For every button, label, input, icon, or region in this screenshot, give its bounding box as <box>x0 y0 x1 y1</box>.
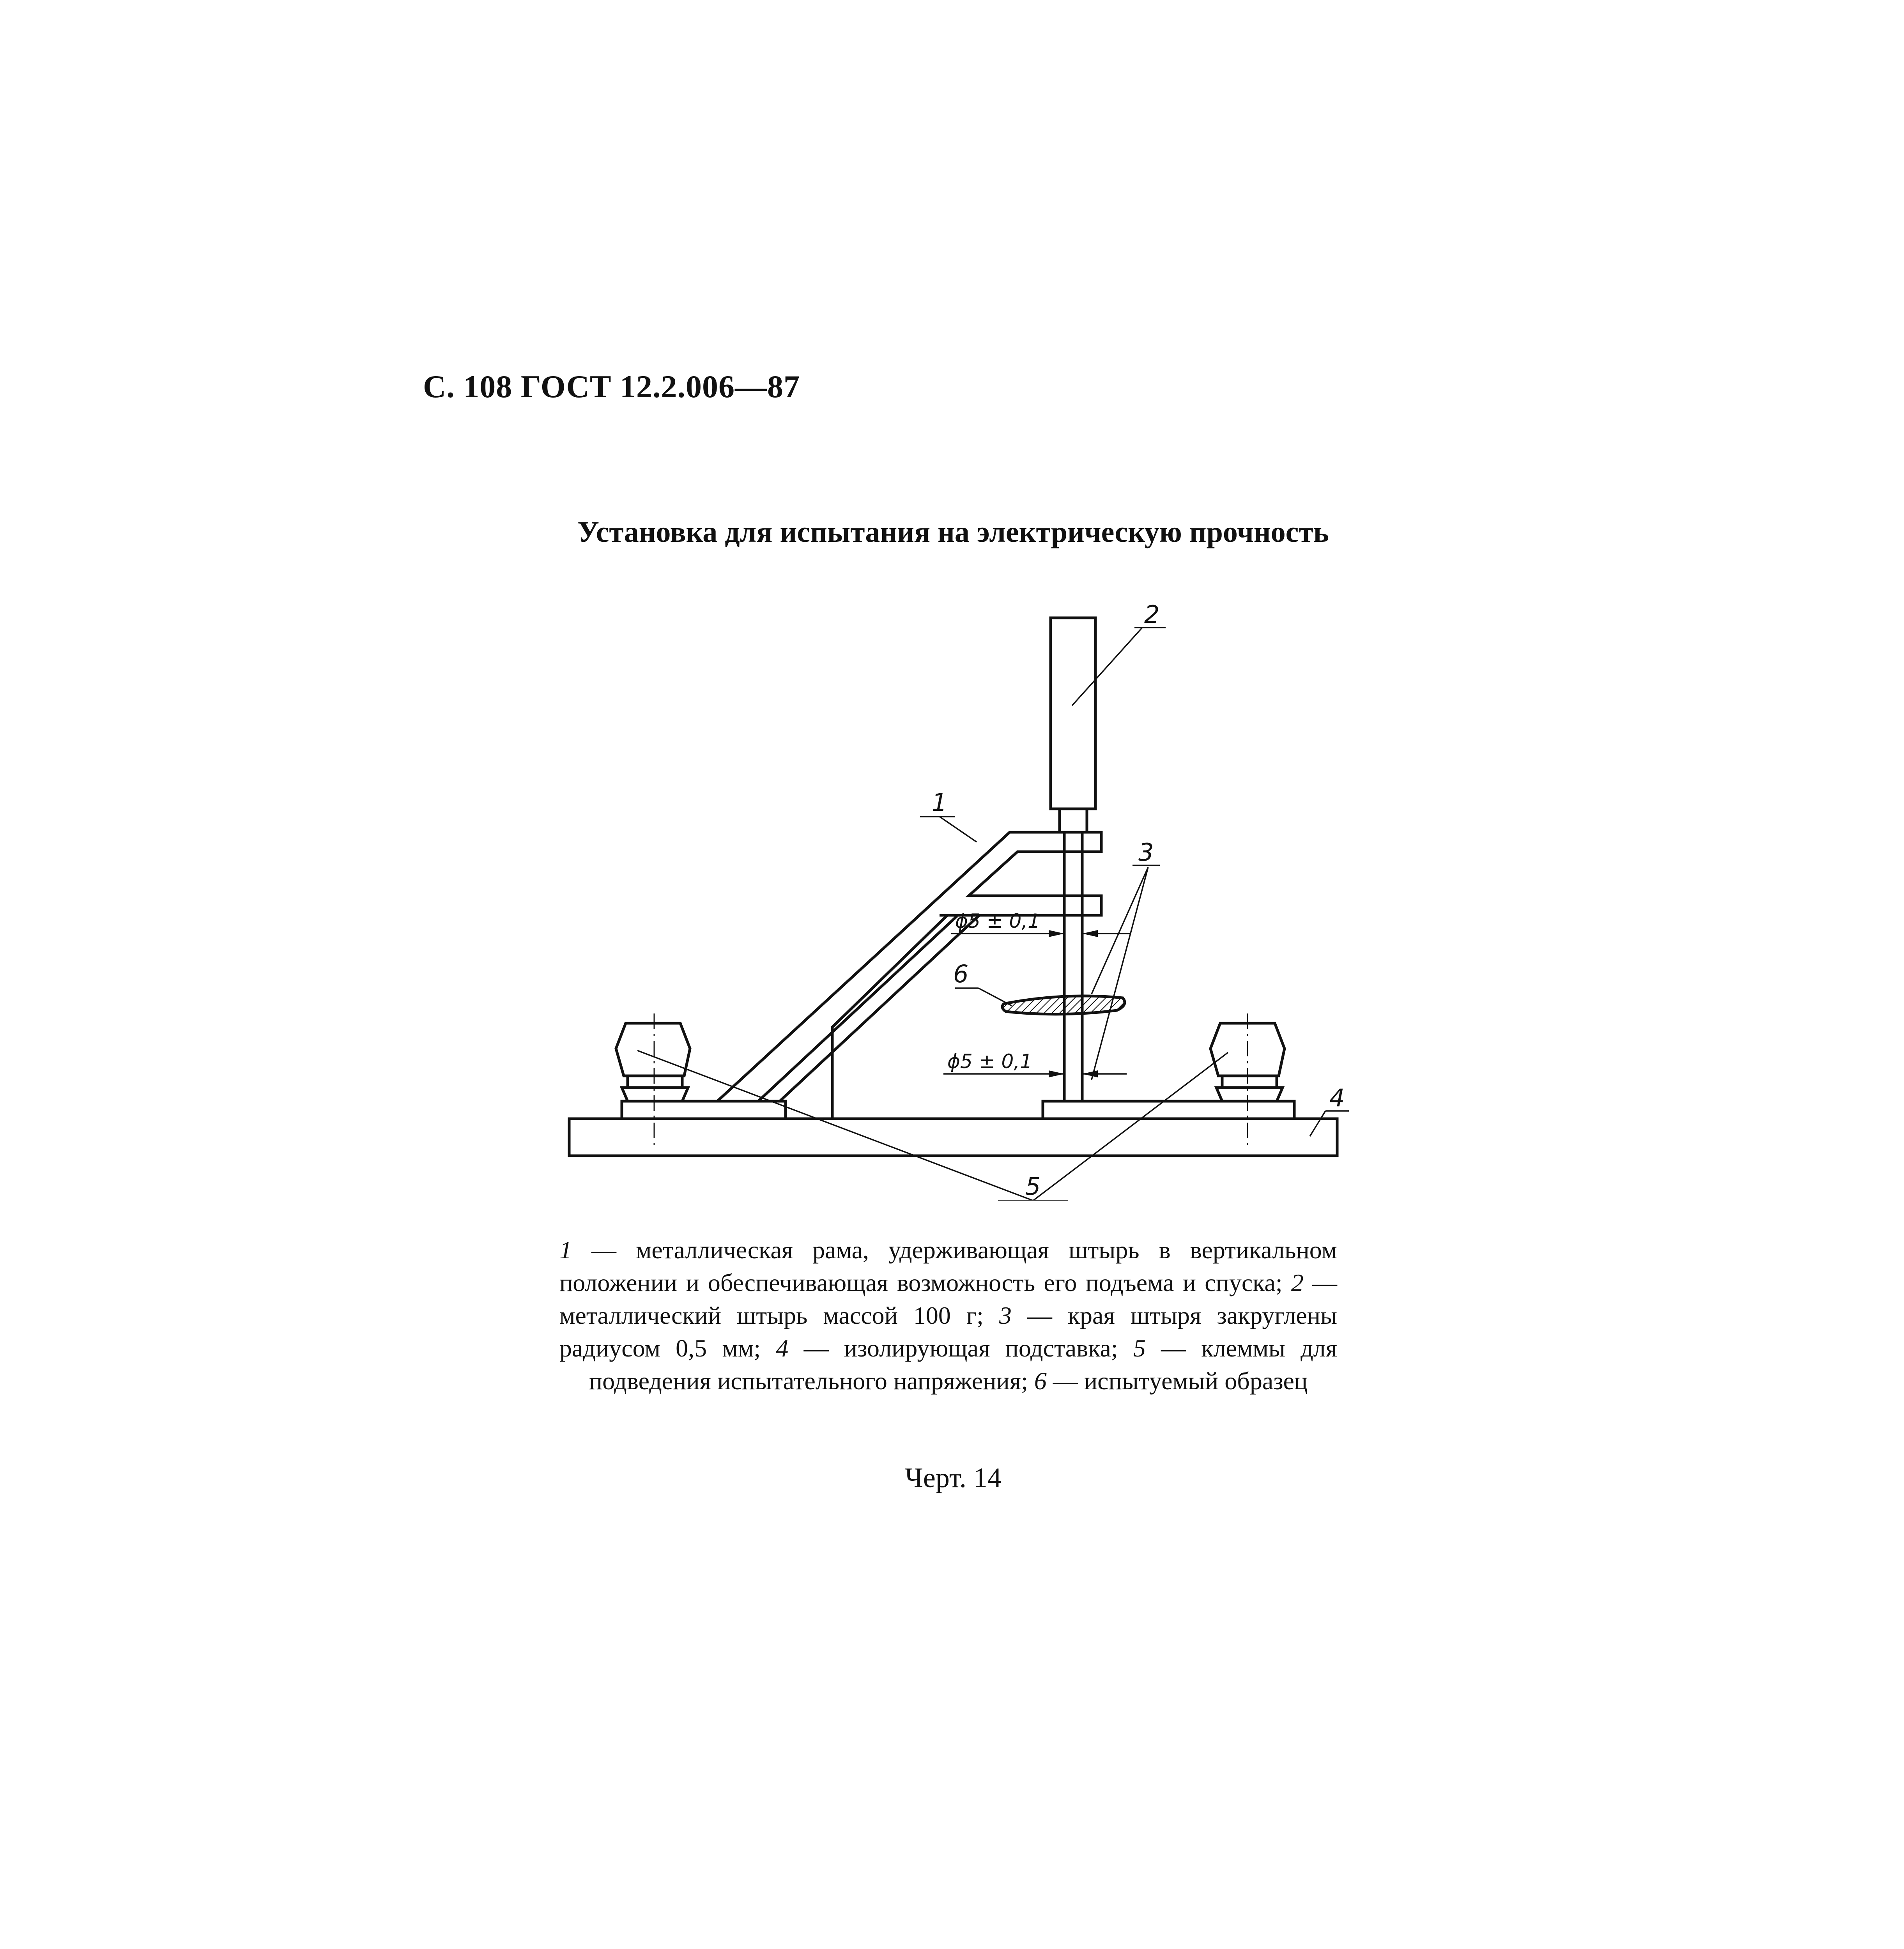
dimension-upper: ϕ5 ± 0,1 <box>955 910 1040 932</box>
callout-2: 2 <box>1144 600 1160 629</box>
legend-text-4: — изолирующая подставка; <box>788 1334 1133 1362</box>
legend-num-1: 1 <box>559 1236 572 1264</box>
figure-title: Установка для испытания на электрическую прочность <box>577 516 1329 548</box>
callout-1: 1 <box>932 788 947 817</box>
legend-num-4: 4 <box>776 1334 789 1362</box>
legend-text-2: — металлический штырь массой 100 г; <box>559 1269 1338 1329</box>
figure-legend <box>559 1234 1337 1397</box>
legend-text-3: — края штыря закруглены радиусом 0,5 мм; <box>559 1302 1338 1362</box>
dimension-lower: ϕ5 ± 0,1 <box>947 1050 1032 1073</box>
page-header: С. 108 ГОСТ 12.2.006—87 <box>423 369 800 404</box>
legend-num-3: 3 <box>999 1302 1012 1329</box>
figure-caption: Черт. 14 <box>905 1462 1002 1493</box>
callout-6: 6 <box>953 960 969 988</box>
pin-body <box>1051 618 1095 809</box>
legend-text-5: — клеммы для подведения испытательного напряжения; <box>589 1334 1338 1395</box>
test-sample <box>1002 996 1125 1014</box>
left-pad <box>622 1101 786 1119</box>
callout-4: 4 <box>1329 1084 1345 1112</box>
insulating-base <box>569 1119 1337 1156</box>
legend-text-1: — металлическая рама, удерживающая штырь в вертикальном положении и обеспечивающая возможность его подъема и спуска; <box>559 1236 1337 1296</box>
right-pad <box>1043 1101 1294 1119</box>
pin-neck <box>1060 809 1087 832</box>
legend-num-6: 6 <box>1034 1367 1047 1395</box>
callout-3: 3 <box>1138 838 1154 867</box>
legend-num-5: 5 <box>1133 1334 1146 1362</box>
legend-text-6: — испытуемый образец <box>1046 1367 1308 1395</box>
left-terminal <box>616 1023 690 1101</box>
callout-5: 5 <box>1025 1172 1041 1201</box>
drawing-canvas <box>546 592 1349 1201</box>
technical-drawing <box>546 592 1349 1201</box>
legend-num-2: 2 <box>1291 1269 1304 1296</box>
metal-frame <box>717 832 1101 1119</box>
